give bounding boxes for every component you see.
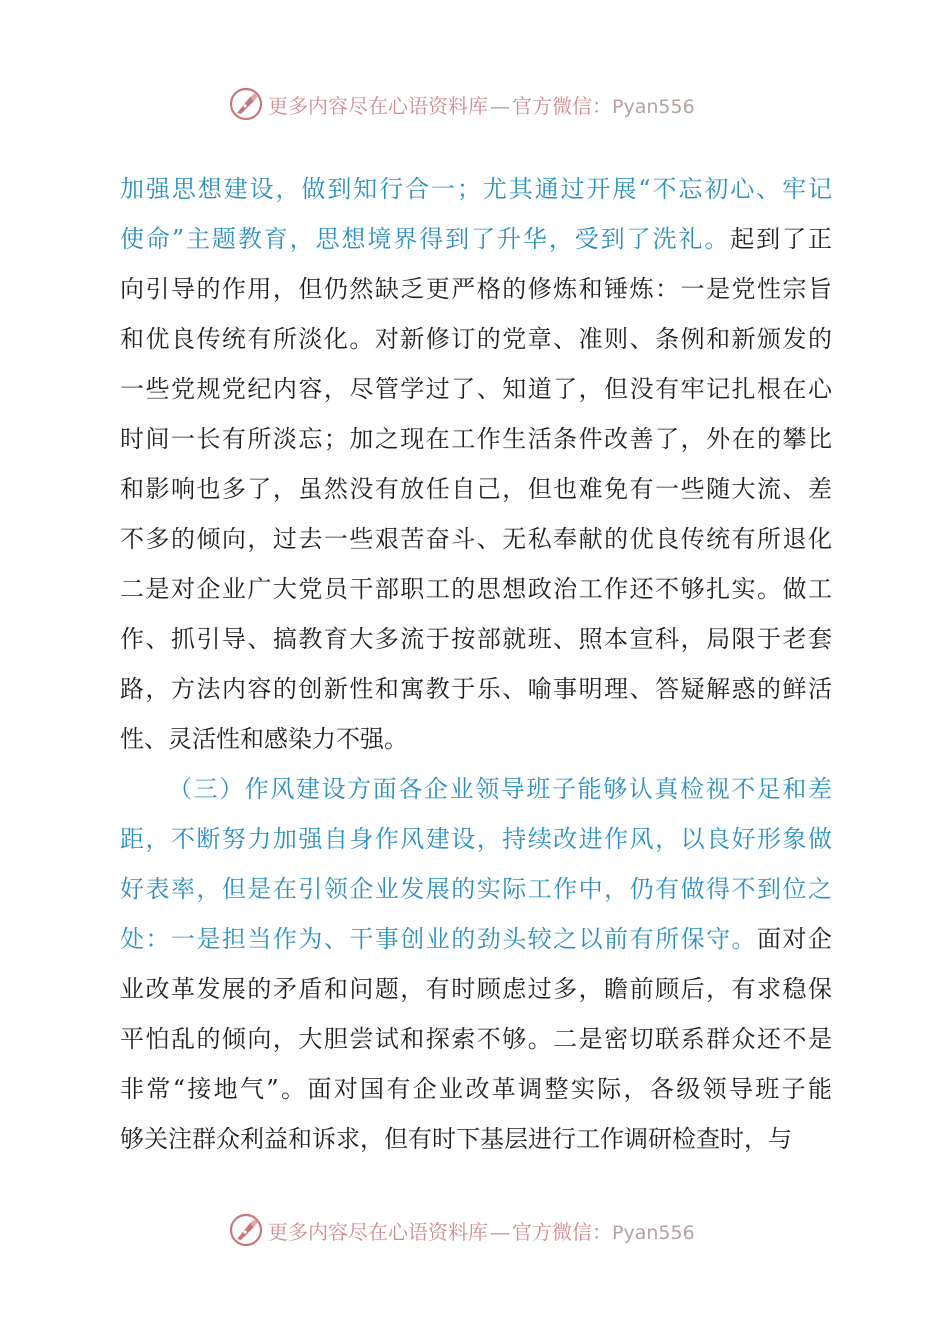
watermark-text <box>268 90 695 119</box>
watermark-wechat-id: Pyan556 <box>612 95 695 118</box>
body-text: 二是对企业广大党员干部职工的思想政治工作还不够扎实。做工 <box>120 575 832 603</box>
text-line <box>120 914 832 964</box>
watermark-wechat-id: Pyan556 <box>612 1221 695 1244</box>
body-text: 和影响也多了，虽然没有放任自己，但也难免有一些随大流、差 <box>120 475 832 503</box>
text-line <box>120 564 832 614</box>
text-line <box>120 1064 832 1114</box>
text-line <box>120 214 832 264</box>
watermark-separator: — <box>490 1219 510 1244</box>
highlighted-text: （三）作风建设方面各企业领导班子能够认真检视不足和差 <box>168 775 832 803</box>
body-text: 路，方法内容的创新性和寓教于乐、喻事明理、答疑解惑的鲜活 <box>120 675 832 703</box>
text-line <box>120 264 832 314</box>
watermark-separator: — <box>490 93 510 118</box>
text-line <box>120 614 832 664</box>
highlighted-text: 加强思想建设，做到知行合一；尤其通过开展“不忘初心、牢记 <box>120 175 832 203</box>
highlighted-text: 好表率，但是在引领企业发展的实际工作中，仍有做得不到位之 <box>120 875 832 903</box>
text-line <box>120 514 832 564</box>
highlighted-text: 处：一是担当作为、干事创业的劲头较之以前有所保守。 <box>120 925 758 953</box>
body-text: 时间一长有所淡忘；加之现在工作生活条件改善了，外在的攀比 <box>120 425 832 453</box>
watermark-wechat-label: 官方微信： <box>512 1219 612 1244</box>
body-text: 平怕乱的倾向，大胆尝试和探索不够。二是密切联系群众还不是 <box>120 1025 832 1053</box>
body-text: 不多的倾向，过去一些艰苦奋斗、无私奉献的优良传统有所退化 <box>120 525 832 553</box>
text-line <box>120 464 832 514</box>
text-line <box>120 764 832 814</box>
body-text: 够关注群众利益和诉求，但有时下基层进行工作调研检查时，与 <box>120 1125 792 1153</box>
text-line <box>120 1114 832 1164</box>
body-text: 起到了正 <box>730 225 832 253</box>
text-line <box>120 364 832 414</box>
body-text: 和优良传统有所淡化。对新修订的党章、准则、条例和新颁发的 <box>120 325 832 353</box>
header-watermark <box>228 84 695 124</box>
body-text: 作、抓引导、搞教育大多流于按部就班、照本宣科，局限于老套 <box>120 625 832 653</box>
pen-nib-logo-icon <box>228 1212 264 1248</box>
body-text: 一些党规党纪内容，尽管学过了、知道了，但没有牢记扎根在心 <box>120 375 832 403</box>
body-text: 业改革发展的矛盾和问题，有时顾虑过多，瞻前顾后，有求稳保 <box>120 975 832 1003</box>
text-line <box>120 164 832 214</box>
pen-nib-logo-icon <box>228 86 264 122</box>
text-line <box>120 1014 832 1064</box>
text-line <box>120 414 832 464</box>
text-line <box>120 314 832 364</box>
highlighted-text: 距，不断努力加强自身作风建设，持续改进作风，以良好形象做 <box>120 825 832 853</box>
paragraph <box>120 764 832 1164</box>
text-line <box>120 814 832 864</box>
body-text: 性、灵活性和感染力不强。 <box>120 725 408 753</box>
body-text: 面对企 <box>757 925 833 953</box>
watermark-wechat-label: 官方微信： <box>512 93 612 118</box>
text-line <box>120 714 832 764</box>
text-line <box>120 864 832 914</box>
body-text: 向引导的作用，但仍然缺乏更严格的修炼和锤炼：一是党性宗旨 <box>120 275 832 303</box>
footer-watermark <box>228 1210 695 1250</box>
watermark-site-text: 更多内容尽在心语资料库 <box>268 1219 488 1244</box>
text-line <box>120 964 832 1014</box>
watermark-site-text: 更多内容尽在心语资料库 <box>268 93 488 118</box>
body-text: 非常“接地气”。面对国有企业改革调整实际，各级领导班子能 <box>120 1075 832 1103</box>
document-body <box>120 164 832 1164</box>
paragraph <box>120 164 832 764</box>
highlighted-text: 使命”主题教育，思想境界得到了升华，受到了洗礼。 <box>120 225 731 253</box>
watermark-text <box>268 1216 695 1245</box>
text-line <box>120 664 832 714</box>
